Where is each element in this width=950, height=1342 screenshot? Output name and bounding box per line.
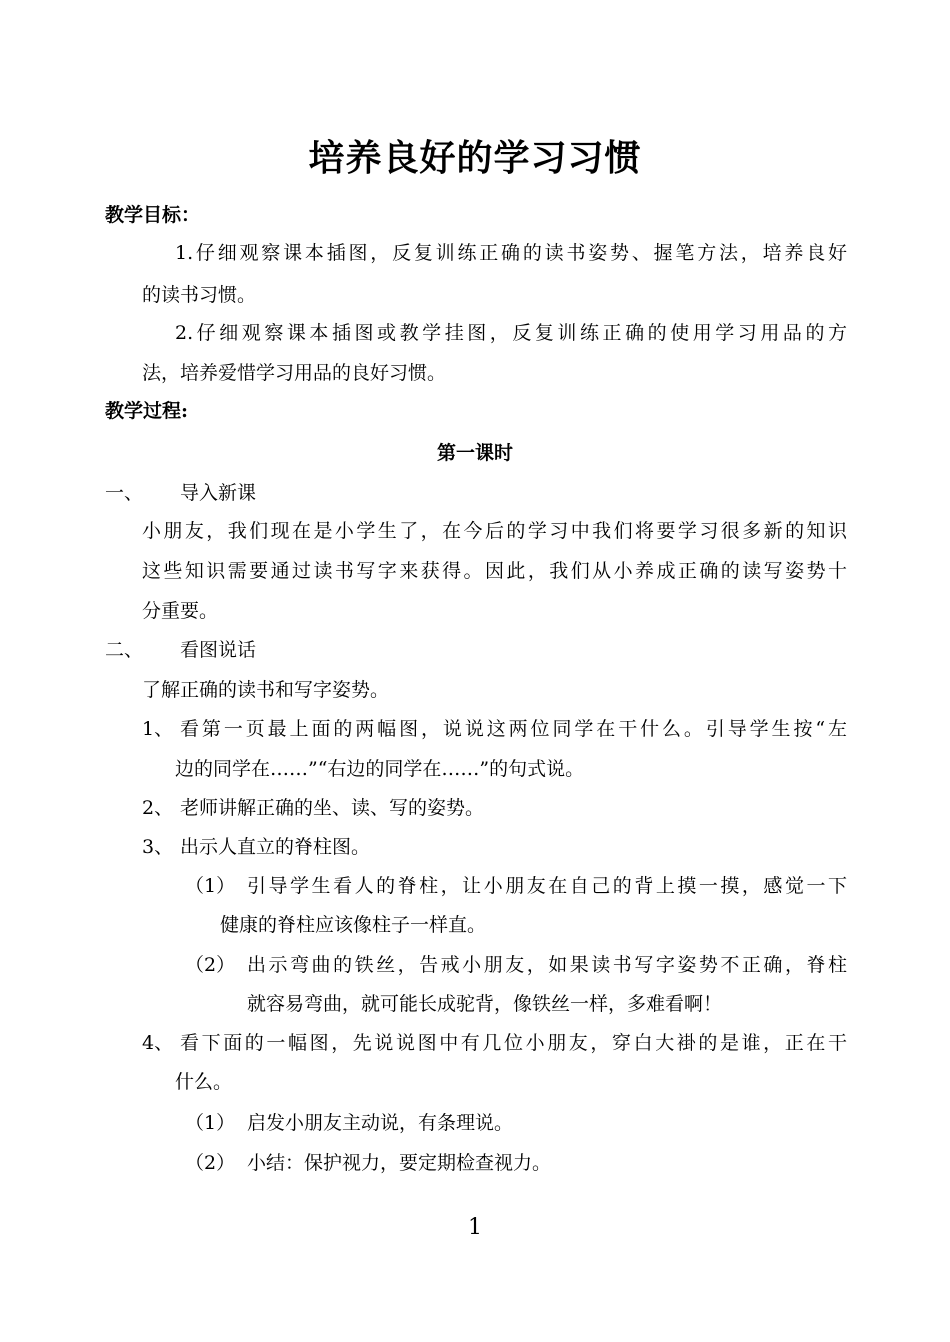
step-3a-line-1: 引导学生看人的脊柱，让小朋友在自己的背上摸一摸，感觉一下	[247, 875, 847, 897]
step-2-text: 老师讲解正确的坐、读、写的姿势。	[180, 797, 485, 819]
page-number: 1	[468, 1215, 482, 1240]
step-4-line-1: 看下面的一幅图，先说说图中有几位小朋友，穿白大褂的是谁，正在干	[180, 1032, 847, 1054]
step-4-number: 4、	[142, 1032, 174, 1054]
section-2-intro: 了解正确的读书和写字姿势。	[142, 679, 390, 701]
step-3b-line-1: 出示弯曲的铁丝，告戒小朋友，如果读书写字姿势不正确，脊柱	[247, 954, 847, 976]
section-2-number: 二、	[105, 639, 144, 661]
step-3b-number: （2）	[185, 954, 236, 976]
step-3a-line-2: 健康的脊柱应该像柱子一样直。	[220, 914, 487, 936]
section-1-title: 导入新课	[180, 482, 257, 504]
step-1-line-1: 看第一页最上面的两幅图，说说这两位同学在干什么。引导学生按“左	[180, 718, 847, 740]
goal-1-line-2: 的读书习惯。	[142, 284, 257, 306]
step-1-number: 1、	[142, 718, 174, 740]
step-3-number: 3、	[142, 836, 174, 858]
step-1-line-2: 边的同学在……”“右边的同学在……”的句式说。	[175, 758, 585, 780]
lesson-title: 第一课时	[436, 442, 513, 464]
step-4b-text: 小结：保护视力，要定期检查视力。	[247, 1152, 552, 1174]
step-3-text: 出示人直立的脊柱图。	[180, 836, 371, 858]
section-2-title: 看图说话	[180, 639, 257, 661]
step-4a-text: 启发小朋友主动说，有条理说。	[247, 1112, 514, 1134]
process-heading: 教学过程:	[105, 400, 189, 422]
goal-1-line-1: 1.仔细观察课本插图，反复训练正确的读书姿势、握笔方法，培养良好	[175, 242, 847, 264]
step-4-line-2: 什么。	[175, 1071, 233, 1093]
section-1-number: 一、	[105, 482, 144, 504]
step-4b-number: （2）	[185, 1152, 236, 1174]
section-1-line-2: 这些知识需要通过读书写字来获得。因此，我们从小养成正确的读写姿势十	[142, 560, 847, 582]
goals-heading: 教学目标：	[105, 204, 201, 226]
step-2-number: 2、	[142, 797, 174, 819]
section-1-line-1: 小朋友，我们现在是小学生了，在今后的学习中我们将要学习很多新的知识	[142, 520, 847, 542]
step-4a-number: （1）	[185, 1112, 236, 1134]
step-3a-number: （1）	[185, 875, 236, 897]
section-1-line-3: 分重要。	[142, 600, 219, 622]
goal-2-line-1: 2.仔细观察课本插图或教学挂图，反复训练正确的使用学习用品的方	[175, 322, 847, 344]
page-title: 培养良好的学习习惯	[308, 137, 642, 179]
step-3b-line-2: 就容易弯曲，就可能长成驼背，像铁丝一样，多难看啊！	[247, 993, 723, 1015]
goal-2-line-2: 法，培养爱惜学习用品的良好习惯。	[142, 362, 447, 384]
